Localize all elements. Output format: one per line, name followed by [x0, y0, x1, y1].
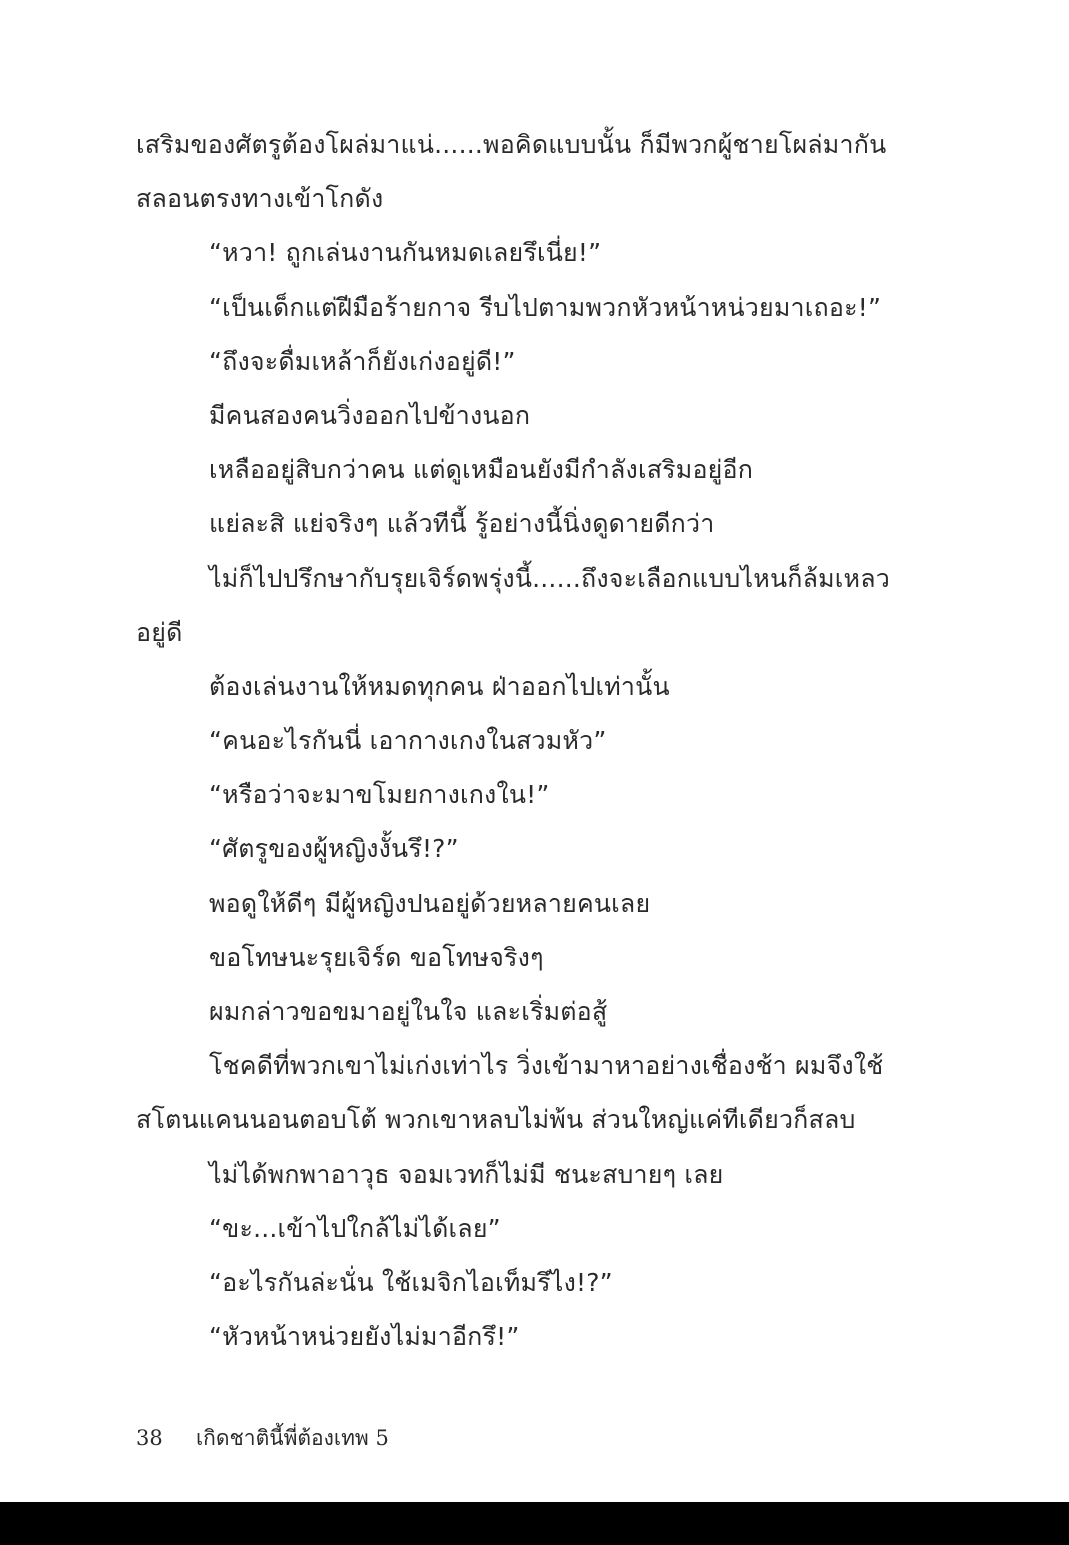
- text-line: สลอนตรงทางเข้าโกดัง: [136, 184, 384, 214]
- text-line: แย่ละสิ แย่จริงๆ แล้วทีนี้ รู้อย่างนี้นิ่งดูดายดีกว่า: [209, 509, 715, 539]
- text-line: พอดูให้ดีๆ มีผู้หญิงปนอยู่ด้วยหลายคนเลย: [209, 888, 651, 918]
- text-line: ผมกล่าวขอขมาอยู่ในใจ และเริ่มต่อสู้: [209, 997, 608, 1026]
- text-line: มีคนสองคนวิ่งออกไปข้างนอก: [209, 400, 531, 430]
- text-line: “คนอะไรกันนี่ เอากางเกงในสวมหัว”: [209, 726, 607, 756]
- page-footer: [136, 1422, 389, 1455]
- text-line: โชคดีที่พวกเขาไม่เก่งเท่าไร วิ่งเข้ามาหาอย่างเชื่องช้า ผมจึงใช้: [209, 1051, 884, 1081]
- scan-edge-bar: [0, 1502, 1069, 1545]
- text-line: “ศัตรูของผู้หญิงงั้นรึ!?”: [209, 834, 459, 864]
- text-line: “อะไรกันล่ะนั่น ใช้เมจิกไอเท็มรึไง!?”: [209, 1267, 613, 1297]
- text-line: เหลืออยู่สิบกว่าคน แต่ดูเหมือนยังมีกำลังเสริมอยู่อีก: [209, 455, 754, 485]
- text-line: ไม่ได้พกพาอาวุธ จอมเวทก็ไม่มี ชนะสบายๆ เลย: [209, 1159, 724, 1189]
- text-line: “หัวหน้าหน่วยยังไม่มาอีกรึ!”: [209, 1322, 520, 1352]
- text-line: อยู่ดี: [136, 617, 183, 647]
- book-title: เกิดชาตินี้พี่ต้องเทพ 5: [196, 1426, 389, 1450]
- body-text: [136, 118, 936, 1364]
- text-line: ต้องเล่นงานให้หมดทุกคน ฝ่าออกไปเท่านั้น: [209, 671, 670, 701]
- text-line: “หรือว่าจะมาขโมยกางเกงใน!”: [209, 780, 550, 810]
- text-line: “ถึงจะดื่มเหล้าก็ยังเก่งอยู่ดี!”: [209, 346, 516, 376]
- text-line: “หวา! ถูกเล่นงานกันหมดเลยรึเนี่ย!”: [209, 238, 602, 268]
- text-line: เสริมของศัตรูต้องโผล่มาแน่......พอคิดแบบนั้น ก็มีพวกผู้ชายโผล่มากัน: [136, 130, 887, 159]
- text-line: ขอโทษนะรุยเจิร์ด ขอโทษจริงๆ: [209, 942, 544, 972]
- text-line: ไม่ก็ไปปรึกษากับรุยเจิร์ดพรุ่งนี้......ถึงจะเลือกแบบไหนก็ล้มเหลว: [209, 563, 890, 593]
- text-line: “ขะ...เข้าไปใกล้ไม่ได้เลย”: [209, 1213, 501, 1243]
- text-line: “เป็นเด็กแต่ฝีมือร้ายกาจ รีบไปตามพวกหัวหน้าหน่วยมาเถอะ!”: [209, 292, 882, 322]
- text-line: สโตนแคนนอนตอบโต้ พวกเขาหลบไม่พ้น ส่วนใหญ่แค่ทีเดียวก็สลบ: [136, 1105, 856, 1135]
- page-number: 38: [136, 1426, 163, 1450]
